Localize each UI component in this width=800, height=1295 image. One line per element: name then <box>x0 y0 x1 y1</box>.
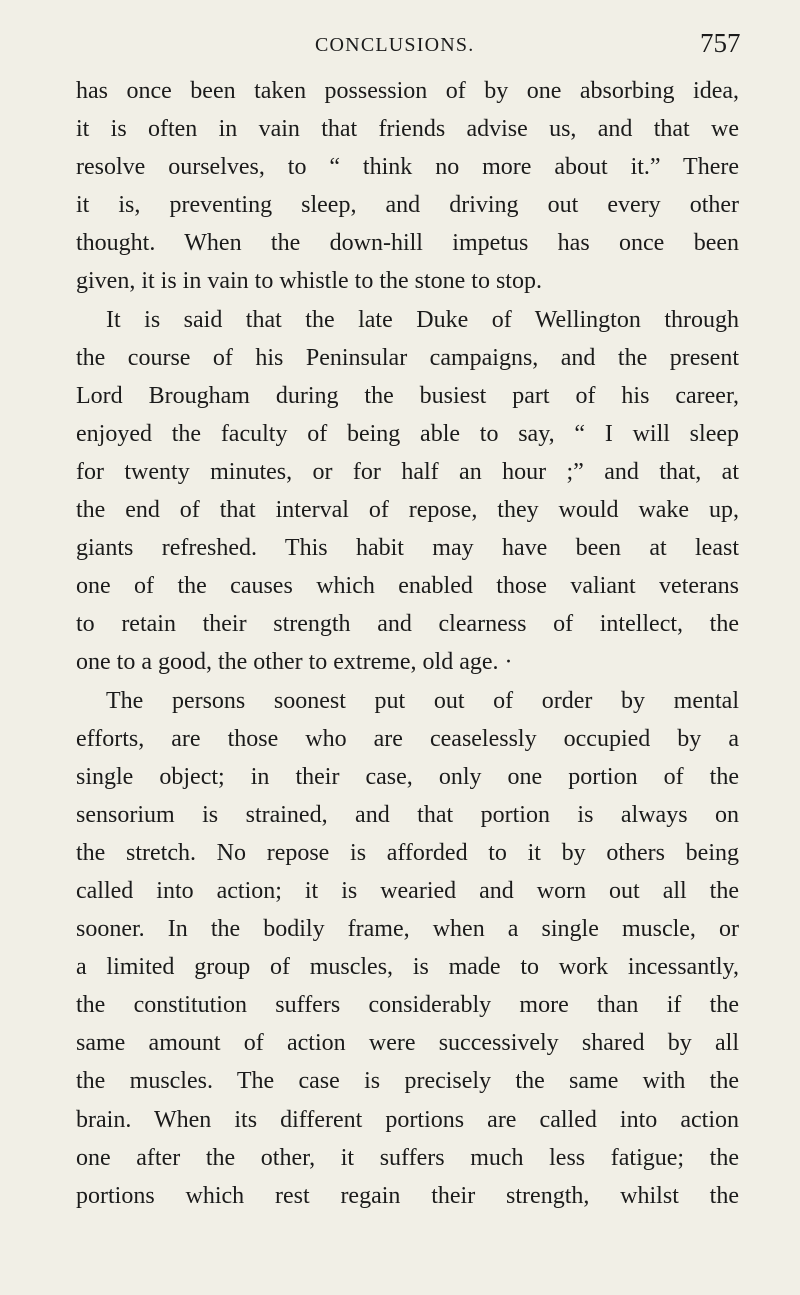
text-line: portions which rest regain their strength, whilst the <box>76 1182 739 1209</box>
text-line: one after the other, it suffers much less fatigue; the <box>76 1144 739 1171</box>
text-line: for twenty minutes, or for half an hour ;” and that, at <box>76 458 739 485</box>
text-line: same amount of action were successively shared by all <box>76 1030 739 1057</box>
text-line: single object; in their case, only one portion of the <box>76 763 739 790</box>
text-line: given, it is in vain to whistle to the stone to stop. <box>76 268 542 295</box>
text-line: sooner. In the bodily frame, when a single muscle, or <box>76 916 739 943</box>
text-line: resolve ourselves, to “ think no more about it.” There <box>76 154 739 181</box>
text-line: it is often in vain that friends advise us, and that we <box>76 116 739 143</box>
text-line: it is, preventing sleep, and driving out every other <box>76 192 739 219</box>
text-line: thought. When the down-hill impetus has once been <box>76 230 739 257</box>
text-line: giants refreshed. This habit may have been at least <box>76 535 739 562</box>
text-line: the end of that interval of repose, they would wake up, <box>76 497 739 524</box>
text-line: to retain their strength and clearness of intellect, the <box>76 611 739 638</box>
text-line: the course of his Peninsular campaigns, and the present <box>76 344 739 371</box>
text-line: enjoyed the faculty of being able to say, “ I will sleep <box>76 420 739 447</box>
running-head <box>0 28 800 68</box>
text-line: called into action; it is wearied and worn out all the <box>76 877 739 904</box>
text-line: a limited group of muscles, is made to work incessantly, <box>76 954 739 981</box>
text-line: brain. When its different portions are called into action <box>76 1106 739 1133</box>
running-title: CONCLUSIONS. <box>315 34 475 56</box>
text-line: has once been taken possession of by one absorbing idea, <box>76 78 739 104</box>
text-line: one to a good, the other to extreme, old age. · <box>76 649 513 676</box>
body-text <box>76 72 739 1215</box>
text-line: sensorium is strained, and that portion is always on <box>76 801 739 828</box>
text-line: the muscles. The case is precisely the same with the <box>76 1068 739 1095</box>
text-line: Lord Brougham during the busiest part of his career, <box>76 382 739 409</box>
paragraph-start-line: The persons soonest put out of order by mental <box>106 687 739 714</box>
text-line: the constitution suffers considerably more than if the <box>76 992 739 1019</box>
text-line: one of the causes which enabled those valiant veterans <box>76 573 739 600</box>
text-line: the stretch. No repose is afforded to it by others being <box>76 839 739 866</box>
page-number: 757 <box>700 28 741 58</box>
text-line: efforts, are those who are ceaselessly occupied by a <box>76 725 739 752</box>
paragraph-start-line: It is said that the late Duke of Wellington through <box>106 306 739 333</box>
